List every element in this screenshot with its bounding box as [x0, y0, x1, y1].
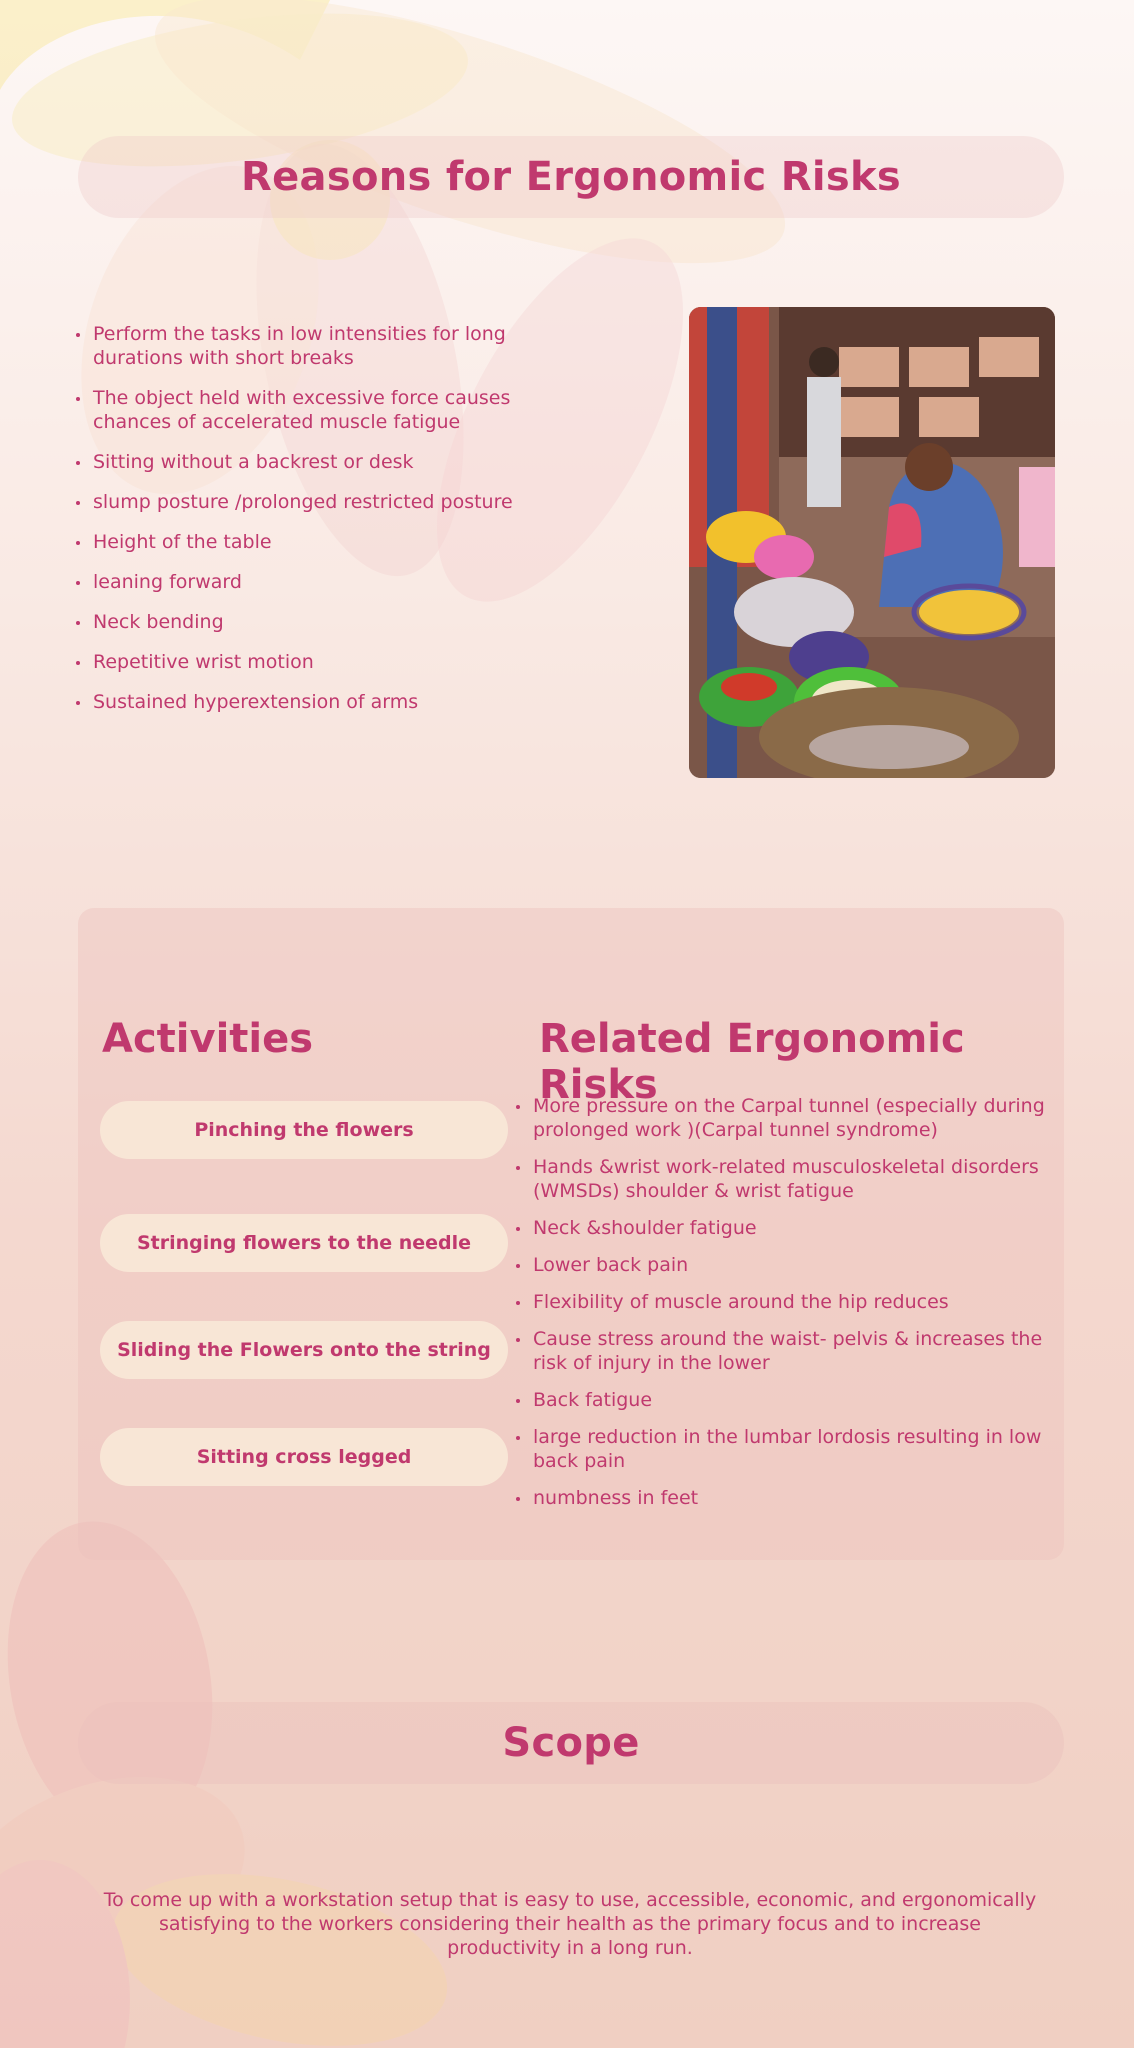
list-item: More pressure on the Carpal tunnel (especially during prolonged work )(Carpal tunnel syndrome) — [514, 1094, 1054, 1142]
list-item: Lower back pain — [514, 1253, 1054, 1277]
list-item: Sitting without a backrest or desk — [74, 450, 574, 474]
list-item: Flexibility of muscle around the hip reduces — [514, 1290, 1054, 1314]
activity-pill: Stringing flowers to the needle — [100, 1214, 508, 1272]
related-risks-heading: Related Ergonomic Risks — [539, 1016, 965, 1108]
activities-heading: Activities — [102, 1016, 314, 1062]
list-item: Back fatigue — [514, 1388, 1054, 1412]
list-item: slump posture /prolonged restricted posture — [74, 490, 574, 514]
list-item: Neck bending — [74, 610, 574, 634]
related-risks-list — [514, 1094, 1054, 1523]
list-item: Repetitive wrist motion — [74, 650, 574, 674]
reasons-title-banner — [78, 136, 1064, 218]
list-item: Hands &wrist work-related musculoskeletal disorders (WMSDs) shoulder & wrist fatigue — [514, 1155, 1054, 1203]
list-item: leaning forward — [74, 570, 574, 594]
activity-pill: Pinching the flowers — [100, 1101, 508, 1159]
scope-title: Scope — [502, 1720, 640, 1766]
activity-pill: Sliding the Flowers onto the string — [100, 1321, 508, 1379]
list-item: Perform the tasks in low intensities for long durations with short breaks — [74, 322, 574, 370]
flower-market-photo — [689, 307, 1055, 778]
scope-description: To come up with a workstation setup that is easy to use, accessible, economic, and ergonomically satisfying to the workers considering their health as the primary focus and to increase productivity in a long run. — [103, 1889, 1037, 1959]
list-item: Neck &shoulder fatigue — [514, 1216, 1054, 1240]
list-item: Height of the table — [74, 530, 574, 554]
activities-panel — [78, 908, 1064, 1560]
list-item: Sustained hyperextension of arms — [74, 690, 574, 714]
scope-title-banner — [78, 1702, 1064, 1784]
reasons-list — [74, 322, 574, 730]
reasons-title: Reasons for Ergonomic Risks — [241, 154, 901, 200]
list-item: The object held with excessive force causes chances of accelerated muscle fatigue — [74, 386, 574, 434]
list-item: numbness in feet — [514, 1486, 1054, 1510]
list-item: large reduction in the lumbar lordosis resulting in low back pain — [514, 1425, 1054, 1473]
list-item: Cause stress around the waist- pelvis & increases the risk of injury in the lower — [514, 1327, 1054, 1375]
activity-pill: Sitting cross legged — [100, 1428, 508, 1486]
